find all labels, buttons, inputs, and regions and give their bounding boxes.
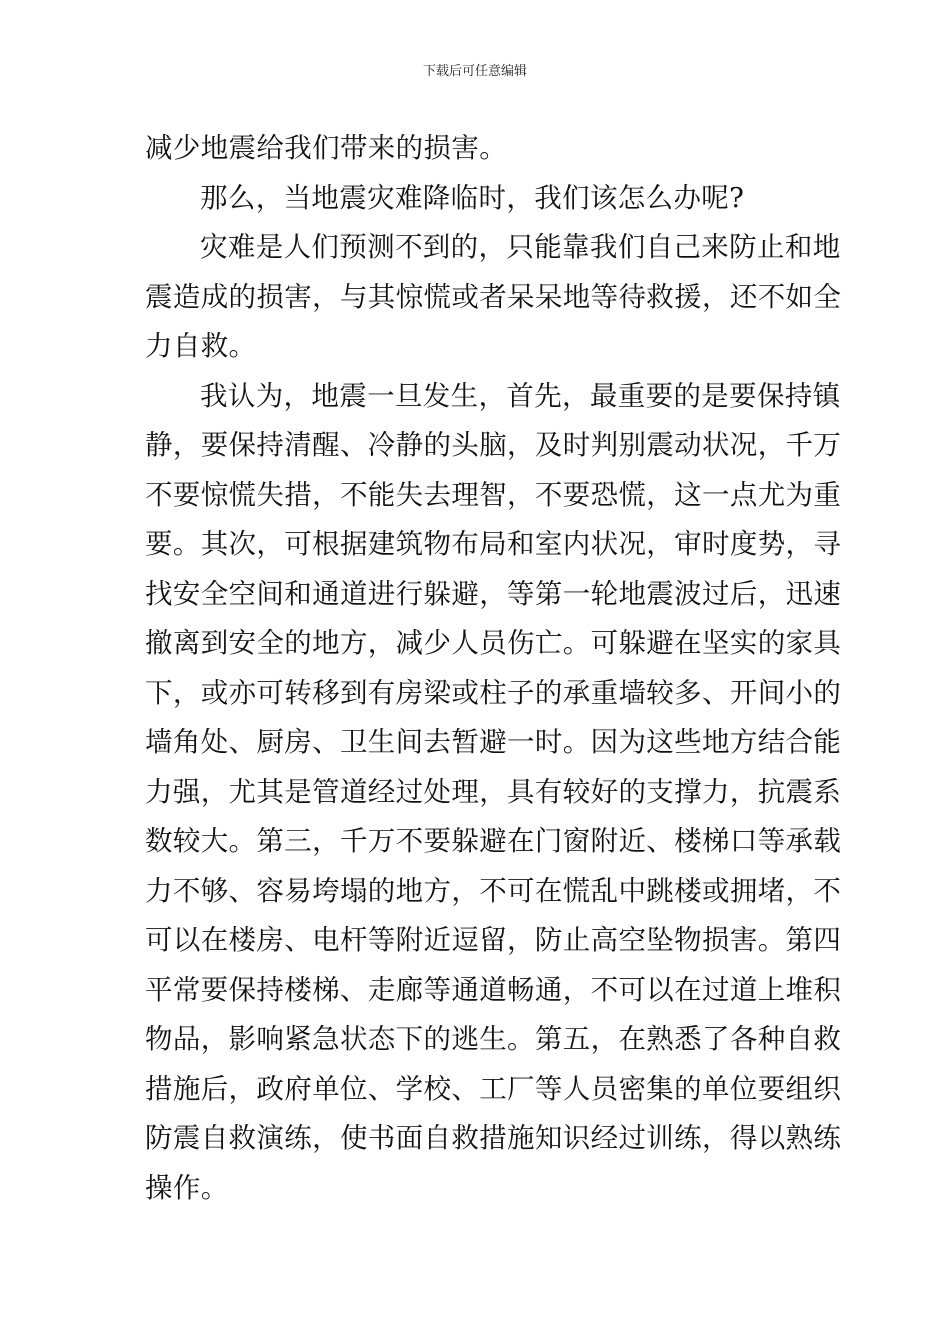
text-line: 力自救。	[145, 330, 257, 362]
text-line: 不要惊慌失措，不能失去理智，不要恐慌，这一点尤为重	[145, 478, 842, 511]
text-line: 墙角处、厨房、卫生间去暂避一时。因为这些地方结合能	[145, 726, 842, 758]
text-line: 力强，尤其是管道经过处理，具有较好的支撑力，抗震系	[145, 775, 842, 808]
text-line: 我认为，地震一旦发生，首先，最重要的是要保持镇	[200, 379, 841, 412]
body-text	[145, 124, 842, 1213]
text-line: 静，要保持清醒、冷静的头脑，及时判别震动状况，千万	[145, 429, 842, 461]
text-line: 撤离到安全的地方，减少人员伤亡。可躲避在坚实的家具	[145, 627, 842, 659]
page-header: 下载后可任意编辑	[422, 64, 527, 79]
text-line: 震造成的损害，与其惊慌或者呆呆地等待救援，还不如全	[145, 280, 842, 313]
text-line: 减少地震给我们带来的损害。	[145, 132, 508, 164]
text-line: 找安全空间和通道进行躲避，等第一轮地震波过后，迅速	[145, 577, 842, 610]
text-line: 操作。	[145, 1171, 229, 1204]
text-line: 平常要保持楼梯、走廊等通道畅通，不可以在过道上堆积	[145, 973, 842, 1006]
text-line: 那么，当地震灾难降临时，我们该怎么办呢?	[200, 181, 745, 214]
text-line: 数较大。第三，千万不要躲避在门窗附近、楼梯口等承载	[145, 825, 842, 857]
text-line: 要。其次，可根据建筑物布局和室内状况，审时度势，寻	[145, 528, 842, 560]
text-line: 可以在楼房、电杆等附近逗留，防止高空坠物损害。第四	[145, 924, 842, 956]
text-line: 防震自救演练，使书面自救措施知识经过训练，得以熟练	[145, 1122, 842, 1154]
text-line: 灾难是人们预测不到的，只能靠我们自己来防止和地	[200, 231, 841, 263]
text-line: 措施后，政府单位、学校、工厂等人员密集的单位要组织	[145, 1072, 842, 1105]
text-line: 物品，影响紧急状态下的逃生。第五，在熟悉了各种自救	[145, 1023, 842, 1055]
text-line: 力不够、容易垮塌的地方，不可在慌乱中跳楼或拥堵，不	[145, 874, 842, 907]
text-line: 下，或亦可转移到有房梁或柱子的承重墙较多、开间小的	[145, 676, 842, 709]
